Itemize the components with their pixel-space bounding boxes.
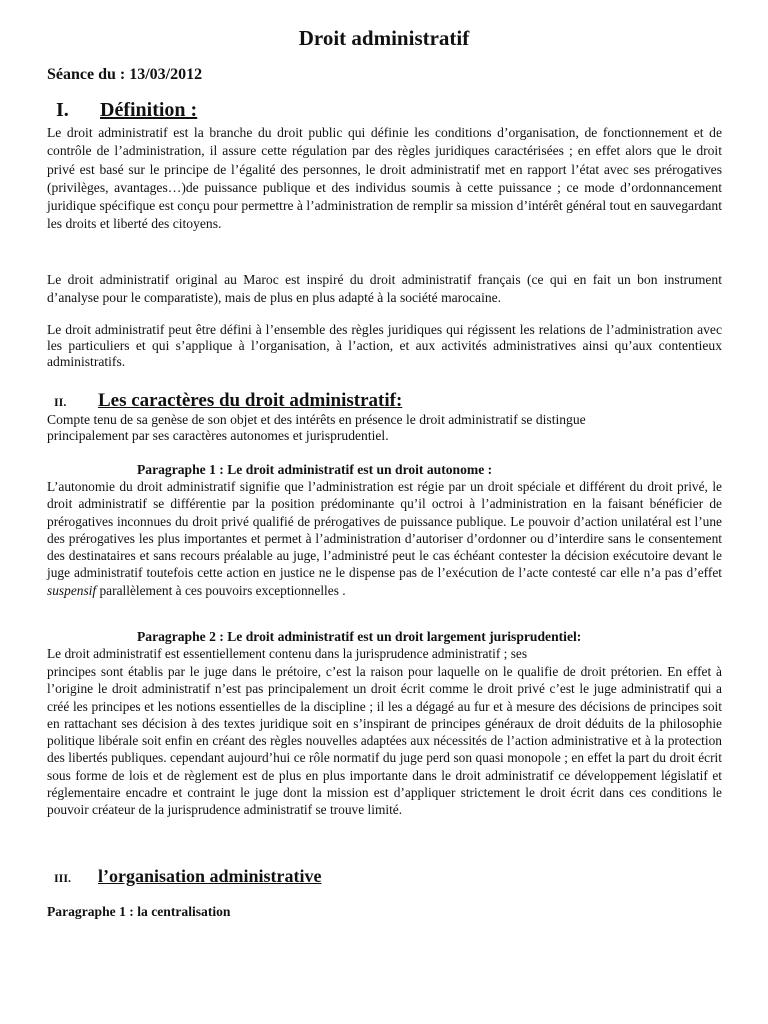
- section-3-title: l’organisation administrative: [98, 866, 322, 886]
- section-2-intro: Compte tenu de sa genèse de son objet et des intérêts en présence le droit administratif se distingue principalement par ses caractères autonomes et jurisprudentiel.: [47, 412, 586, 443]
- paragraphe-1-text-main: L’autonomie du droit administratif signifie que l’administration est régie par un droit spéciale et différent du droit privé, le droit administratif se différentie par la position prédominante qu’il octroi à l’administration en la faisant bénéficier de prérogatives inconnues du droit privé qualifié de prérogatives de puissance publique. Le pouvoir d’action unilatéral est l’une des prérogatives les plus importantes et permet à l’administration d’autoriser d’ordonner ou d’interdire sans le consentement des destinataires et sans recours préalable au juge, l’administré peut le cas échéant contester la décision exécutoire devant le juge administratif toutefois cette action en justice ne le dispense pas de l’exécution de l’acte contesté car elle n’a pas d’effet: [47, 479, 722, 581]
- section-1-paragraph-1: Le droit administratif est la branche du droit public qui définie les conditions d’organisation, de fonctionnement et de contrôle de l’administration, il assure cette régulation par des règles juridiques caractérisées ; en effet alors que le droit privé est basé sur le principe de l’égalité des personnes, le droit administratif met en rapport l’état avec ses prérogatives (privilèges, avantages…)de puissance publique et des individus soumis à cette puissance ; ce mode d’ordonnancement juridique spécifique est conçu pour permettre à l’administration de remplir sa mission d’intérêt général tout en sauvegardant les droits et liberté des citoyens.: [47, 125, 722, 232]
- paragraphe-1-text: [47, 478, 722, 599]
- document-title: Droit administratif: [298, 26, 470, 50]
- section-1-paragraph-2: Le droit administratif original au Maroc est inspiré du droit administratif français (ce qui en fait un bon instrument d’analyse pour le comparatiste), mais de plus en plus adapté à la société marocaine.: [47, 272, 722, 306]
- paragraphe-2-first-line: Le droit administratif est essentiellement contenu dans la jurisprudence administratif ; ses: [47, 646, 528, 661]
- section-2-title: Les caractères du droit administratif:: [98, 390, 403, 411]
- paragraphe-1-text-emphasis: suspensif: [47, 582, 97, 598]
- paragraphe-1-text-end: parallèlement à ces pouvoirs exceptionnelles .: [99, 582, 346, 598]
- section-2-heading: [48, 390, 402, 412]
- paragraphe-2-heading: Paragraphe 2 : Le droit administratif est un droit largement jurisprudentiel:: [137, 629, 582, 644]
- section-2-number: II.: [54, 395, 67, 409]
- section-3-number: III.: [54, 871, 72, 885]
- session-date: Séance du : 13/03/2012: [47, 66, 203, 83]
- section-3-paragraph-heading: Paragraphe 1 : la centralisation: [47, 904, 231, 919]
- section-3-heading: [48, 866, 322, 887]
- section-1-paragraph-3: Le droit administratif peut être défini à l’ensemble des règles juridiques qui régissent les relations de l’administration avec les particuliers et qui s’applique à l’organisation, à l’action, et aux activités administratives ainsi qu’aux contentieux administratifs.: [47, 322, 722, 369]
- section-1-title: Définition :: [100, 99, 198, 121]
- paragraphe-1-heading: Paragraphe 1 : Le droit administratif est un droit autonome :: [137, 462, 493, 477]
- paragraphe-2-text: principes sont établis par le juge dans le prétoire, c’est la raison pour laquelle on le qualifie de droit prétorien. En effet à l’origine le droit administratif n’est pas principalement un droit écrit comme le droit privé c’est le juge administratif qui a créé les principes et les notions essentielles de la discipline ; il les a dégagé au fur et à mesure des décisions de principes soit en rattachant ses décision à des textes juridique soit en s’inspirant de principes généraux de droit déduits de la philosophie politique libérale soit enfin en créant des règles nouvelles adaptées aux nécessités de l’action administrative et à la protection des libertés publiques. cependant aujourd’hui ce rôle normatif du juge perd son quasi monopole ; en effet la part du droit écrit sous forme de lois et de règlement est de plus en plus importante dans le droit administratif ce développement législatif et réglementaire encadre et contraint le juge dont la mission est d’appliquer strictement le droit écrit dans ces conditions le pouvoir créateur de la jurisprudence administratif se trouve limité.: [47, 664, 722, 818]
- section-1-heading: [48, 99, 197, 122]
- section-1-number: I.: [56, 99, 69, 121]
